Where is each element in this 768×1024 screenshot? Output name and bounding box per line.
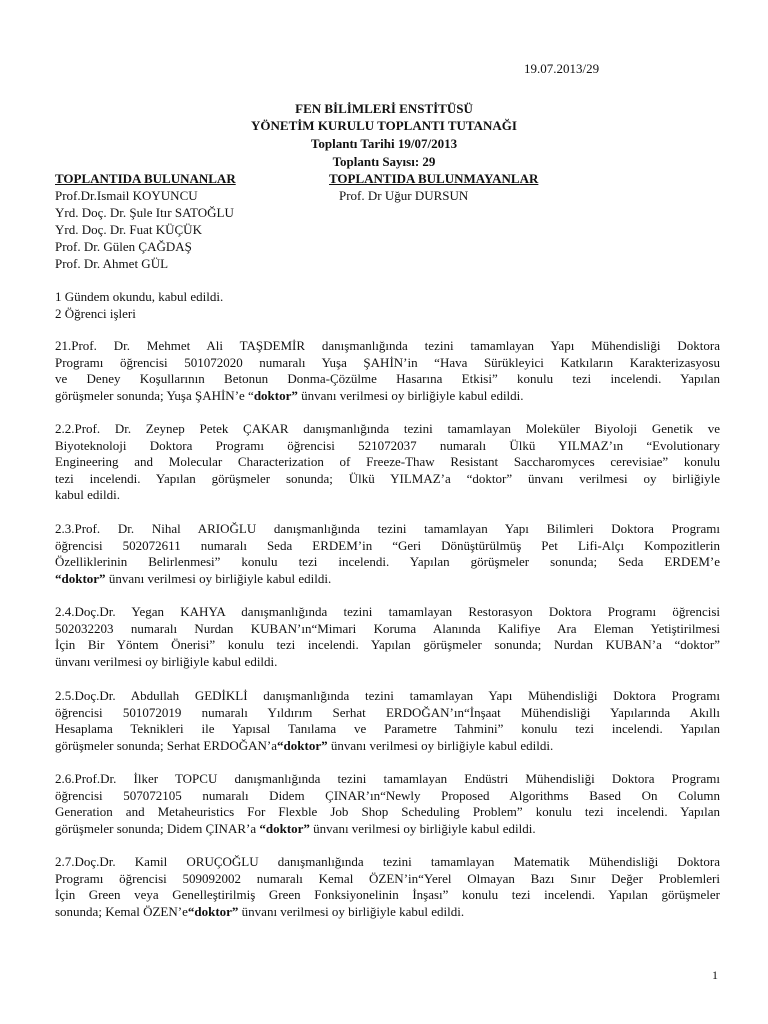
paragraph-line — [55, 904, 720, 921]
paragraph-line: Engineering and Molecular Characterization of Freeze-Thaw Resistant Saccharomyces cerevisiae” konulu — [55, 454, 720, 469]
meeting-date: Toplantı Tarihi 19/07/2013 — [310, 136, 458, 151]
paragraph-line: 502032203 numaralı Nurdan KUBAN’ın“Mimari Koruma Alanında Kalifiye Ara Eleman Yetiştirilmesi — [55, 620, 720, 636]
absent-heading: TOPLANTIDA BULUNMAYANLAR — [329, 171, 539, 186]
line-text: kabul edildi. — [55, 487, 120, 502]
paragraph-line: Hesaplama Teknikleri ile Yapısal Tanılama ve Parametre Tahmini” konulu tezi incelendi. Yapılan — [55, 721, 720, 736]
decision-paragraph — [55, 688, 720, 754]
paragraph-line — [55, 821, 720, 838]
paragraph-line: öğrencisi 507072105 numaralı Didem ÇINAR’ın“Newly Proposed Algorithms Based On Column — [55, 787, 720, 803]
meeting-reference: 19.07.2013/29 — [524, 61, 600, 76]
degree-title: “doktor” — [187, 903, 239, 919]
degree-title: doktor” — [253, 387, 298, 403]
agenda-item: 2 Öğrenci işleri — [55, 306, 136, 321]
agenda-item: 1 Gündem okundu, kabul edildi. — [55, 289, 224, 304]
line-text: ünvanı verilmesi oy birliğiyle kabul edildi. — [309, 820, 536, 836]
paragraph-line: 2.4.Doç.Dr. Yegan KAHYA danışmanlığında tezini tamamlayan Restorasyon Doktora Programı öğrencisi — [55, 604, 720, 619]
decision-paragraph — [55, 854, 720, 920]
minutes-title: YÖNETİM KURULU TOPLANTI TUTANAĞI — [251, 118, 517, 133]
degree-title: “doktor” — [55, 570, 106, 586]
present-member: Yrd. Doç. Dr. Fuat KÜÇÜK — [55, 222, 202, 237]
present-heading: TOPLANTIDA BULUNANLAR — [55, 171, 236, 186]
decision-paragraph — [55, 521, 720, 587]
paragraph-line: İçin Bir Yöntem Önerisi” konulu tezi incelendi. Yapılan görüşmeler sonunda; Nurdan KUBAN’a “doktor” — [55, 637, 720, 652]
institute-title: FEN BİLİMLERİ ENSTİTÜSÜ — [295, 101, 473, 116]
present-member: Yrd. Doç. Dr. Şule Itır SATOĞLU — [55, 205, 234, 220]
degree-title: “doktor” — [277, 737, 328, 753]
paragraph-line: Programı öğrencisi 501072020 numaralı Yuşa ŞAHİN’in “Hava Sürükleyici Katkıların Karakterizasyosu — [55, 354, 720, 370]
line-text: sonunda; Kemal ÖZEN’e — [55, 903, 188, 919]
present-member: Prof. Dr. Gülen ÇAĞDAŞ — [55, 239, 192, 254]
paragraph-line: 2.6.Prof.Dr. İlker TOPCU danışmanlığında tezini tamamlayan Endüstri Mühendisliği Doktora Programı — [55, 771, 720, 786]
decision-paragraph — [55, 604, 720, 670]
paragraph-line: Özelliklerinin Belirlenmesi” konulu tezi incelendi. Yapılan görüşmeler sonunda; Seda ERDEM’e — [55, 554, 720, 569]
paragraph-line: Programı öğrencisi 509092002 numaralı Kemal ÖZEN’in“Yerel Olmayan Bazı Sınır Değer Problemleri — [55, 870, 720, 886]
paragraph-line: öğrencisi 501072019 numaralı Yıldırım Serhat ERDOĞAN’ın“İnşaat Mühendisliği Yapılarında Akıllı — [55, 704, 720, 720]
paragraph-line: Generation and Metaheuristics For Flexble Job Shop Scheduling Problem” konulu tezi incelendi. Yapılan — [55, 804, 720, 819]
paragraph-line — [55, 388, 720, 405]
paragraph-line: 2.7.Doç.Dr. Kamil ORUÇOĞLU danışmanlığında tezini tamamlayan Matematik Mühendisliği Doktora — [55, 854, 720, 869]
line-text: ünvanı verilmesi oy birliğiyle kabul edildi. — [327, 737, 554, 753]
paragraph-line: 2.3.Prof. Dr. Nihal ARIOĞLU danışmanlığında tezini tamamlayan Yapı Bilimleri Doktora Programı — [55, 521, 720, 536]
paragraph-line: 21.Prof. Dr. Mehmet Ali TAŞDEMİR danışmanlığında tezini tamamlayan Yapı Mühendisliği Doktora — [55, 338, 720, 353]
decision-paragraph — [55, 338, 720, 404]
paragraph-line — [55, 487, 720, 504]
line-text: görüşmeler sonunda; Serhat ERDOĞAN’a — [55, 737, 278, 753]
line-text: görüşmeler sonunda; Yuşa ŞAHİN’e “ — [55, 387, 254, 403]
decision-paragraph — [55, 771, 720, 837]
meeting-number: Toplantı Sayısı: 29 — [332, 154, 436, 169]
line-text: görüşmeler sonunda; Didem ÇINAR’a — [55, 820, 260, 836]
paragraph-line — [55, 738, 720, 755]
paragraph-line: İçin Green veya Genelleştirilmiş Green Fonksiyonelinin İnşası” konulu tezi incelendi. Yapılan görüşmeler — [55, 887, 720, 902]
paragraph-line: Biyoteknoloji Doktora Programı öğrencisi 521072037 numaralı Ülkü YILMAZ’ın “Evolutionary — [55, 437, 720, 453]
paragraph-line — [55, 571, 720, 588]
absent-member: Prof. Dr Uğur DURSUN — [339, 188, 469, 203]
paragraph-line: 2.5.Doç.Dr. Abdullah GEDİKLİ danışmanlığında tezini tamamlayan Yapı Mühendisliği Doktora Programı — [55, 688, 720, 703]
paragraph-line: tezi incelendi. Yapılan görüşmeler sonunda; Ülkü YILMAZ’a “doktor” ünvanı verilmesi oy birliğiyle — [55, 470, 720, 486]
line-text: ünvanı verilmesi oy birliğiyle kabul edildi. — [55, 653, 278, 669]
line-text: ünvanı verilmesi oy birliğiyle kabul edildi. — [297, 387, 524, 403]
line-text: ünvanı verilmesi oy birliğiyle kabul edildi. — [105, 570, 332, 586]
line-text: ünvanı verilmesi oy birliğiyle kabul edildi. — [238, 903, 465, 919]
page-number: 1 — [712, 968, 718, 982]
paragraph-line: öğrencisi 502072611 numaralı Seda ERDEM’in “Geri Dönüştürülmüş Pet Lifi-Alçı Kompozitlerin — [55, 537, 720, 553]
present-member: Prof.Dr.Ismail KOYUNCU — [55, 188, 198, 203]
paragraph-line: ve Deney Koşullarının Betonun Donma-Çözülme Hasarına Etkisi” konulu tezi incelendi. Yapılan — [55, 371, 720, 386]
degree-title: “doktor” — [259, 820, 310, 836]
decision-paragraph — [55, 421, 720, 504]
paragraph-line: 2.2.Prof. Dr. Zeynep Petek ÇAKAR danışmanlığında tezini tamamlayan Moleküler Biyoloji Genetik ve — [55, 421, 720, 436]
present-member: Prof. Dr. Ahmet GÜL — [55, 256, 169, 271]
paragraph-line — [55, 654, 720, 671]
